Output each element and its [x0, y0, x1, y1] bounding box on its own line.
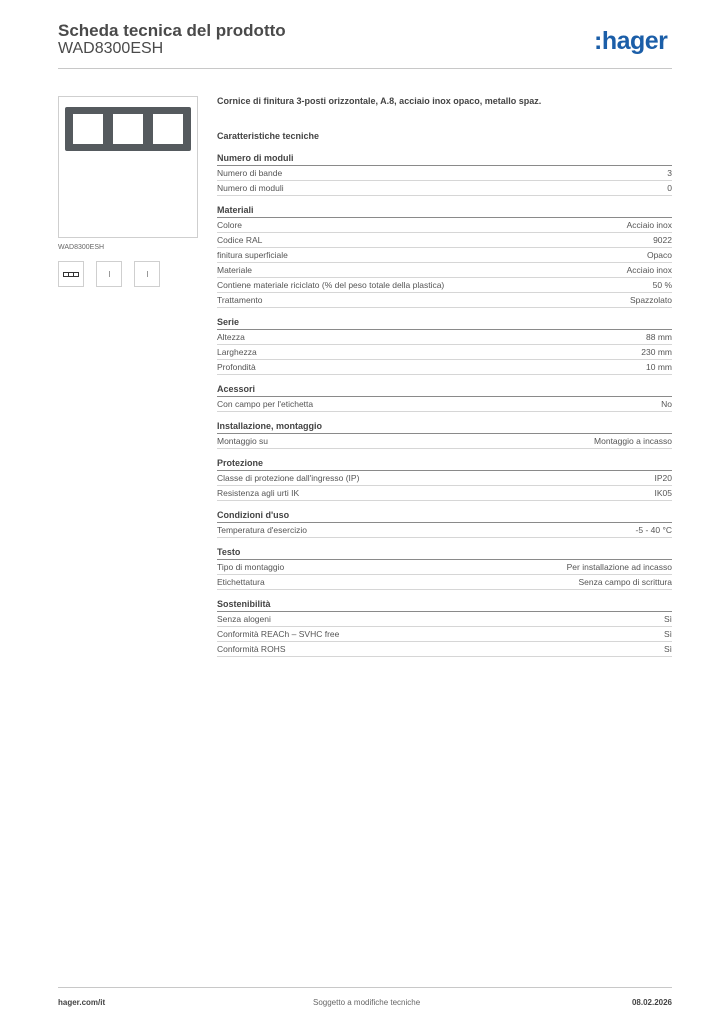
hager-logo: :hager — [594, 27, 668, 55]
spec-row — [217, 642, 672, 657]
spec-value: 88 mm — [646, 332, 672, 342]
spec-section — [217, 598, 672, 657]
spec-value: -5 - 40 °C — [635, 525, 672, 535]
spec-row — [217, 397, 672, 412]
spec-label: Contiene materiale riciclato (% del peso totale della plastica) — [217, 280, 445, 290]
frame-illustration — [65, 107, 191, 151]
spec-label: Altezza — [217, 332, 245, 342]
spec-row — [217, 181, 672, 196]
section-title: Protezione — [217, 457, 672, 471]
section-title: Acessori — [217, 383, 672, 397]
page-title: Scheda tecnica del prodotto — [58, 21, 286, 40]
spec-row — [217, 330, 672, 345]
spec-value: IK05 — [654, 488, 672, 498]
spec-value: Sì — [663, 629, 672, 639]
spec-value: Sì — [663, 614, 672, 624]
spec-label: Larghezza — [217, 347, 257, 357]
image-caption: WAD8300ESH — [58, 244, 105, 251]
spec-value: IP20 — [654, 473, 672, 483]
spec-label: Conformità ROHS — [217, 644, 286, 654]
thumbnail-front[interactable] — [58, 261, 84, 287]
spec-value: Acciaio inox — [626, 265, 672, 275]
spec-row — [217, 345, 672, 360]
spec-label: Colore — [217, 220, 243, 230]
spec-value: Per installazione ad incasso — [566, 562, 672, 572]
spec-row — [217, 575, 672, 590]
section-title: Testo — [217, 546, 672, 560]
thumbnail-side[interactable] — [96, 261, 122, 287]
spec-section — [217, 383, 672, 412]
spec-row — [217, 263, 672, 278]
spec-value: 230 mm — [641, 347, 672, 357]
spec-value: Acciaio inox — [626, 220, 672, 230]
spec-row — [217, 360, 672, 375]
spec-row — [217, 471, 672, 486]
spec-value: Opaco — [646, 250, 672, 260]
spec-table — [217, 152, 672, 665]
footer-note: Soggetto a modifiche tecniche — [313, 998, 421, 1007]
spec-section — [217, 420, 672, 449]
spec-section — [217, 509, 672, 538]
spec-row — [217, 560, 672, 575]
spec-section — [217, 546, 672, 590]
spec-section — [217, 152, 672, 196]
section-title: Serie — [217, 316, 672, 330]
spec-label: Numero di bande — [217, 168, 283, 178]
spec-row — [217, 233, 672, 248]
spec-row — [217, 486, 672, 501]
spec-row — [217, 293, 672, 308]
spec-section — [217, 204, 672, 308]
spec-section — [217, 457, 672, 501]
spec-label: finitura superficiale — [217, 250, 288, 260]
section-title: Condizioni d'uso — [217, 509, 672, 523]
spec-row — [217, 166, 672, 181]
spec-label: Temperatura d'esercizio — [217, 525, 307, 535]
spec-value: No — [661, 399, 672, 409]
spec-value: 0 — [667, 183, 672, 193]
section-title: Sostenibilità — [217, 598, 672, 612]
spec-label: Con campo per l'etichetta — [217, 399, 314, 409]
footer-date: 08.02.2026 — [631, 998, 672, 1007]
spec-row — [217, 278, 672, 293]
footer-website[interactable]: hager.com/it — [58, 998, 106, 1007]
spec-label: Etichettatura — [217, 577, 265, 587]
header-divider — [58, 68, 672, 69]
spec-value: Montaggio a incasso — [594, 436, 672, 446]
product-description: Cornice di finitura 3-posti orizzontale, A.8, acciaio inox opaco, metallo spaz. — [217, 96, 542, 106]
spec-value: Sì — [663, 644, 672, 654]
spec-label: Profondità — [217, 362, 256, 372]
section-title: Numero di moduli — [217, 152, 672, 166]
spec-value: 10 mm — [646, 362, 672, 372]
spec-label: Codice RAL — [217, 235, 263, 245]
spec-value: Spazzolato — [629, 295, 672, 305]
footer-divider — [58, 987, 672, 988]
spec-label: Montaggio su — [217, 436, 269, 446]
spec-row — [217, 248, 672, 263]
spec-label: Senza alogeni — [217, 614, 271, 624]
frame-thumbnail-icon — [63, 272, 79, 277]
spec-label: Trattamento — [217, 295, 263, 305]
tech-heading: Caratteristiche tecniche — [217, 131, 320, 141]
spec-row — [217, 612, 672, 627]
spec-value: 3 — [667, 168, 672, 178]
spec-row — [217, 523, 672, 538]
section-title: Materiali — [217, 204, 672, 218]
spec-value: 9022 — [653, 235, 672, 245]
product-code: WAD8300ESH — [58, 40, 164, 57]
spec-label: Resistenza agli urti IK — [217, 488, 300, 498]
spec-row — [217, 627, 672, 642]
spec-label: Tipo di montaggio — [217, 562, 285, 572]
product-image — [58, 96, 198, 238]
spec-label: Materiale — [217, 265, 252, 275]
spec-value: 50 % — [652, 280, 672, 290]
spec-value: Senza campo di scrittura — [578, 577, 672, 587]
section-title: Installazione, montaggio — [217, 420, 672, 434]
spec-section — [217, 316, 672, 375]
thumbnail-profile[interactable] — [134, 261, 160, 287]
spec-label: Conformità REACh – SVHC free — [217, 629, 340, 639]
spec-label: Numero di moduli — [217, 183, 284, 193]
spec-label: Classe di protezione dall'ingresso (IP) — [217, 473, 360, 483]
side-view-icon — [109, 271, 110, 277]
spec-row — [217, 218, 672, 233]
profile-view-icon — [147, 271, 148, 277]
spec-row — [217, 434, 672, 449]
